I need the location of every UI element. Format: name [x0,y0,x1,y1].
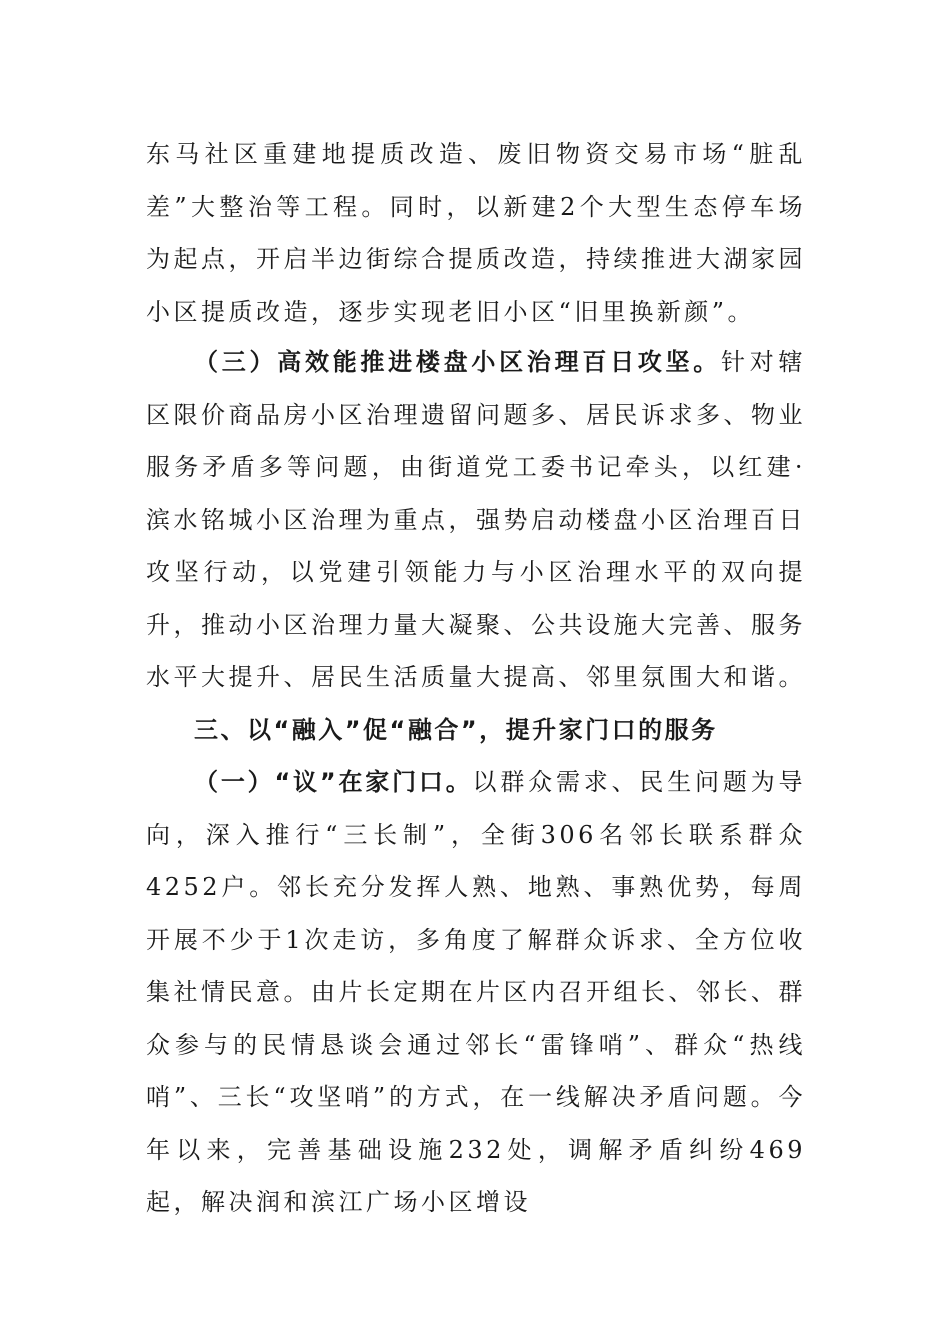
paragraph-3-text: 以群众需求、民生问题为导向，深入推行“三长制”，全街306名邻长联系群众4252户。邻长充分发挥人熟、地熟、事熟优势，每周开展不少于1次走访，多角度了解群众诉求、全方位收集社情民意。由片长定期在片区内召开组长、邻长、群众参与的民情恳谈会通过邻长“雷锋哨”、群众“热线哨”、三长“攻坚哨”的方式，在一线解决矛盾问题。今年以来，完善基础设施232处，调解矛盾纠纷469起，解决润和滨江广场小区增设 [146,768,807,1216]
paragraph-3-heading: （一）“议”在家门口。 [194,768,473,796]
body-paragraph-3 [146,756,806,1229]
section-heading: 三、以“融入”促“融合”，提升家门口的服务 [194,716,718,744]
paragraph-continued [146,128,806,338]
paragraph-2-heading: （三）高效能推进楼盘小区治理百日攻坚。 [194,348,722,376]
section-heading-block [146,704,806,757]
paragraph-section-one [146,756,806,1229]
paragraph-2-text: 针对辖区限价商品房小区治理遗留问题多、居民诉求多、物业服务矛盾多等问题，由街道党工委书记牵头，以红建·滨水铭城小区治理为重点，强势启动楼盘小区治理百日攻坚行动，以党建引领能力与小区治理水平的双向提升，推动小区治理力量大凝聚、公共设施大完善、服务水平大提升、居民生活质量大提高、邻里氛围大和谐。 [146,348,807,691]
body-paragraph-1 [146,128,806,338]
paragraph-1-text: 东马社区重建地提质改造、废旧物资交易市场“脏乱差”大整治等工程。同时，以新建2个大型生态停车场为起点，开启半边街综合提质改造，持续推进大湖家园小区提质改造，逐步实现老旧小区“旧里换新颜”。 [146,140,806,326]
body-paragraph-2 [146,336,806,704]
paragraph-section-three [146,336,806,704]
